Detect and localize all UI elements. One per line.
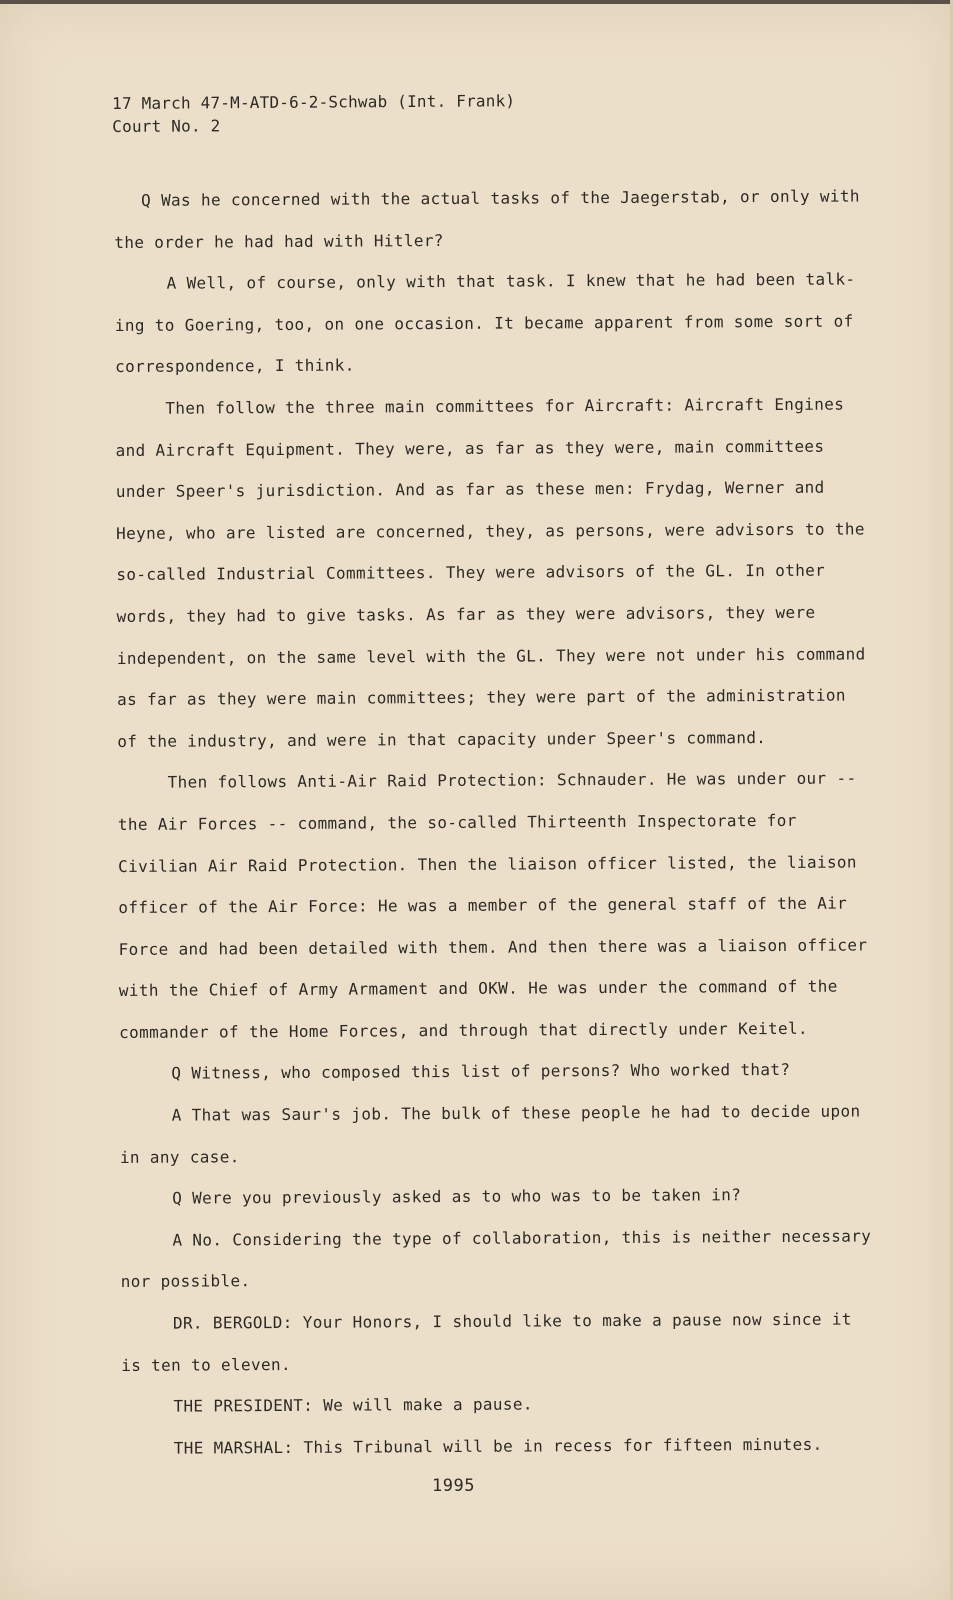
- transcript-line: so-called Industrial Committees. They were advisors of the GL. In other: [116, 561, 826, 585]
- transcript-line: with the Chief of Army Armament and OKW. He was under the command of the: [118, 976, 838, 1001]
- transcript-line: Civilian Air Raid Protection. Then the liaison officer listed, the liaison: [118, 851, 857, 876]
- page-number: 1995: [432, 1476, 475, 1496]
- transcript-line: correspondence, I think.: [115, 355, 355, 377]
- transcript-line: THE PRESIDENT: We will make a pause.: [173, 1394, 533, 1416]
- transcript-line: the order he had had with Hitler?: [114, 230, 444, 252]
- page-top-edge: [0, 0, 953, 4]
- transcript-line: ing to Goering, too, on one occasion. It became apparent from some sort of: [114, 311, 854, 335]
- transcript-line: A Well, of course, only with that task. I knew that he had been talk-: [166, 269, 856, 293]
- transcript-line: and Aircraft Equipment. They were, as far as they were, main committees: [115, 436, 825, 460]
- transcript-line: A No. Considering the type of collaboration, this is neither necessary: [172, 1226, 872, 1250]
- transcript-line: officer of the Air Force: He was a member of the general staff of the Air: [118, 893, 848, 918]
- transcript-line: Then follows Anti-Air Raid Protection: Schnauder. He was under our --: [167, 768, 857, 792]
- transcript-line: Then follow the three main committees for Aircraft: Aircraft Engines: [165, 394, 845, 418]
- header-court-line: Court No. 2: [112, 116, 221, 136]
- transcript-line: DR. BERGOLD: Your Honors, I should like to make a pause now since it: [172, 1309, 852, 1333]
- transcript-line: independent, on the same level with the GL. They were not under his command: [116, 643, 866, 668]
- transcript-line: Q Witness, who composed this list of persons? Who worked that?: [171, 1060, 791, 1084]
- transcript-line: words, they had to give tasks. As far as they were advisors, they were: [116, 602, 816, 626]
- transcript-body: [114, 184, 902, 1478]
- transcript-line: THE MARSHAL: This Tribunal will be in recess for fifteen minutes.: [173, 1434, 823, 1458]
- header-session-line: 17 March 47-M-ATD-6-2-Schwab (Int. Frank): [112, 91, 516, 113]
- transcript-line: Q Was he concerned with the actual tasks of the Jaegerstab, or only with: [141, 186, 860, 210]
- transcript-line: commander of the Home Forces, and through that directly under Keitel.: [119, 1018, 809, 1042]
- transcript-line: of the industry, and were in that capacity under Speer's command.: [117, 727, 767, 751]
- transcript-line: Q Were you previously asked as to who was to be taken in?: [172, 1185, 742, 1208]
- transcript-line: is ten to eleven.: [121, 1354, 291, 1375]
- transcript-line: A That was Saur's job. The bulk of these people he had to decide upon: [171, 1101, 861, 1125]
- transcript-line: as far as they were main committees; they were part of the administration: [117, 685, 846, 710]
- transcript-line: Heyne, who are listed are concerned, they, as persons, were advisors to the: [116, 519, 865, 543]
- transcript-line: the Air Forces -- command, the so-called Thirteenth Inspectorate for: [117, 810, 797, 834]
- transcript-line: under Speer's jurisdiction. And as far as these men: Frydag, Werner and: [115, 477, 825, 502]
- transcript-line: nor possible.: [120, 1271, 251, 1292]
- transcript-line: Force and had been detailed with them. And then there was a liaison officer: [118, 935, 868, 959]
- document-header: [112, 89, 515, 138]
- transcript-line: in any case.: [119, 1146, 240, 1167]
